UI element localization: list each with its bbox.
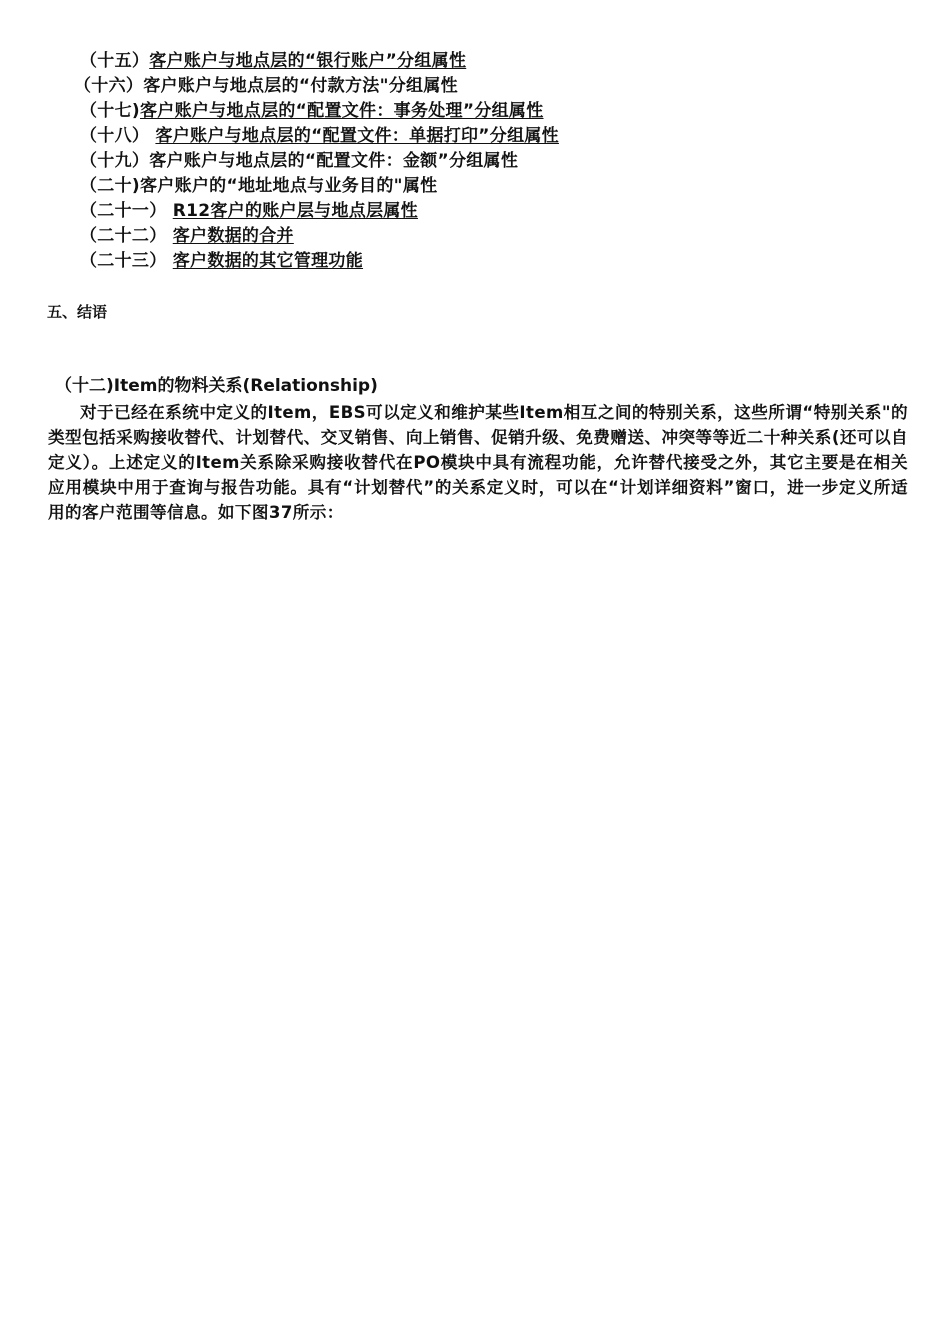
toc-item-number: （二十二） xyxy=(80,226,173,246)
toc-item-17[interactable] xyxy=(80,100,544,122)
toc-item-text: 客户账户的“地址地点与业务目的"属性 xyxy=(139,176,438,196)
toc-item-15[interactable] xyxy=(80,50,466,72)
toc-item-number: （二十三） xyxy=(80,251,173,271)
toc-item-19 xyxy=(80,150,518,172)
toc-item-21[interactable] xyxy=(80,200,418,222)
toc-item-link[interactable]: 客户数据的其它管理功能 xyxy=(172,251,364,271)
section-body-paragraph: 对于已经在系统中定义的Item，EBS可以定义和维护某些Item相互之间的特别关系，这些所谓“特别关系"的类型包括采购接收替代、计划替代、交叉销售、向上销售、促销升级、免费赠送、冲突等等近二十种关系(还可以自定义）。上述定义的Item关系除采购接收替代在PO模块中具有流程功能，允许替代接受之外，其它主要是在相关应用模块中用于查询与报告功能。具有“计划替代”的关系定义时，可以在“计划详细资料”窗口，进一步定义所适用的客户范围等信息。如下图37所示： xyxy=(48,403,908,522)
toc-item-link[interactable]: 客户账户与地点层的“配置文件：事务处理”分组属性 xyxy=(139,101,544,121)
toc-item-link[interactable]: 客户账户与地点层的“配置文件：单据打印”分组属性 xyxy=(155,126,559,146)
toc-item-number: （十五） xyxy=(80,51,150,71)
toc-item-number: （十七) xyxy=(80,101,140,121)
toc-item-link[interactable]: R12客户的账户层与地点层属性 xyxy=(172,201,418,221)
toc-item-link[interactable]: 客户账户与地点层的“银行账户”分组属性 xyxy=(149,51,467,71)
toc-item-text: 客户账户与地点层的“配置文件：金额”分组属性 xyxy=(149,151,519,171)
conclusion-heading: 五、结语 xyxy=(47,303,108,321)
toc-item-number: （十六） xyxy=(74,76,144,96)
toc-item-23[interactable] xyxy=(80,250,363,272)
toc-item-text: 客户账户与地点层的“付款方法"分组属性 xyxy=(143,76,458,96)
section-title: （十二)Item的物料关系(Relationship) xyxy=(55,376,378,396)
toc-item-22[interactable] xyxy=(80,225,294,247)
toc-item-20 xyxy=(80,175,437,197)
toc-item-18[interactable] xyxy=(80,125,559,147)
toc-item-number: （十九） xyxy=(80,151,150,171)
toc-item-number: （二十一） xyxy=(80,201,173,221)
toc-item-16 xyxy=(74,75,458,97)
toc-item-number: （二十) xyxy=(80,176,140,196)
toc-item-link[interactable]: 客户数据的合并 xyxy=(172,226,294,246)
toc-item-number: （十八） xyxy=(80,126,156,146)
